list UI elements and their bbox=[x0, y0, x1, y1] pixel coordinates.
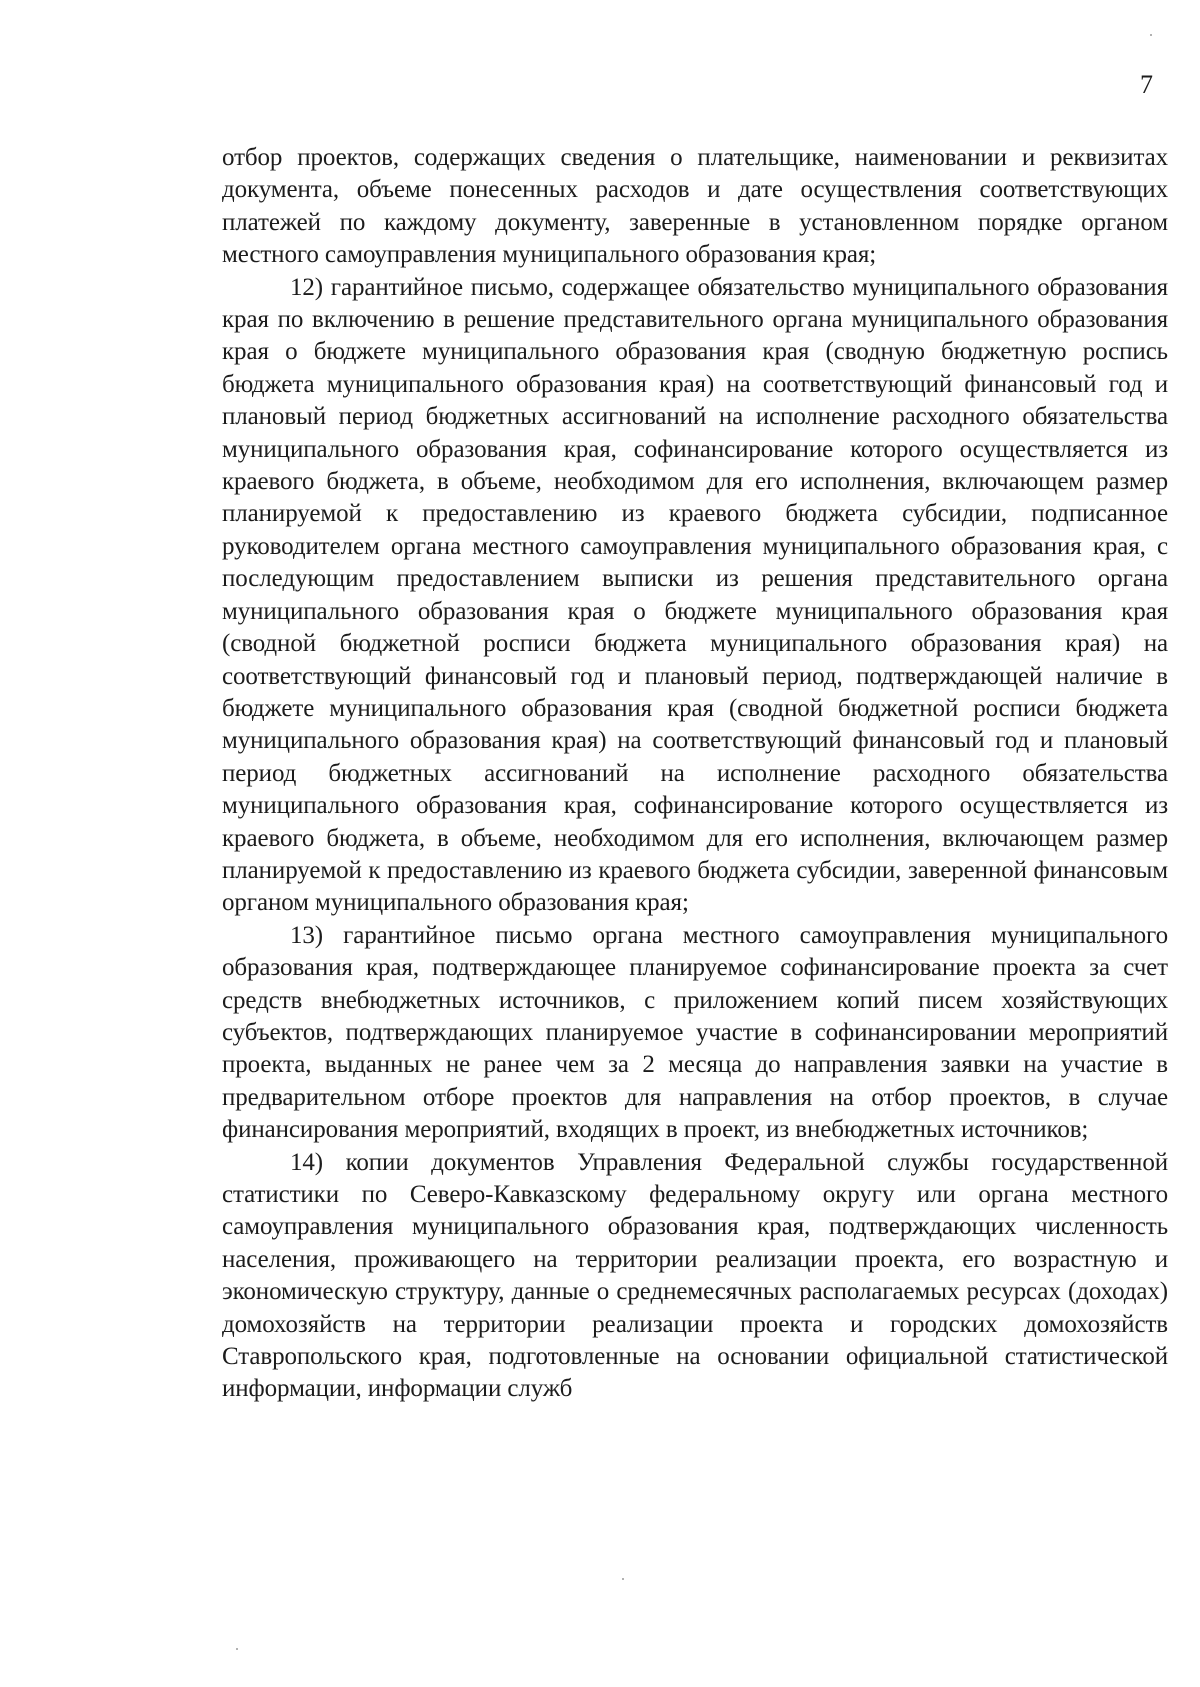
scan-speck bbox=[236, 1648, 238, 1650]
paragraph-item-12: 12) гарантийное письмо, содержащее обязательство муниципального образования края по включению в решение представительного органа муниципального образования края о бюджете муниципального образования края (сводную бюджетную роспись бюджета муниципального образования края) на соответствующий финансовый год и плановый период бюджетных ассигнований на исполнение расходного обязательства муниципального образования края, софинансирование которого осуществляется из краевого бюджета, в объеме, необходимом для его исполнения, включающем размер планируемой к предоставлению из краевого бюджета субсидии, подписанное руководителем органа местного самоуправления муниципального образования края, с последующим предоставлением выписки из решения представительного органа муниципального образования края о бюджете муниципального образования края (сводной бюджетной росписи бюджета муниципального образования края) на соответствующий финансовый год и плановый период, подтверждающей наличие в бюджете муниципального образования края (сводной бюджетной росписи бюджета муниципального образования края) на соответствующий финансовый год и плановый период бюджетных ассигнований на исполнение расходного обязательства муниципального образования края, софинансирование которого осуществляется из краевого бюджета, в объеме, необходимом для его исполнения, включающем размер планируемой к предоставлению из краевого бюджета субсидии, заверенной финансовым органом муниципального образования края; bbox=[222, 273, 1168, 917]
scan-speck bbox=[1150, 34, 1152, 36]
page-number: 7 bbox=[1140, 70, 1153, 99]
document-body bbox=[222, 142, 1168, 1406]
paragraph-item-11-continuation: отбор проектов, содержащих сведения о плательщике, наименовании и реквизитах документа, объеме понесенных расходов и дате осуществления соответствующих платежей по каждому документу, заверенные в установленном порядке органом местного самоуправления муниципального образования края; bbox=[222, 144, 1168, 269]
paragraph-item-14: 14) копии документов Управления Федеральной службы государственной статистики по Северо-Кавказскому федеральному округу или органа местного самоуправления муниципального образования края, подтверждающих численность населения, проживающего на территории реализации проекта, его возрастную и экономическую структуру, данные о среднемесячных располагаемых ресурсах (доходах) домохозяйств на территории реализации проекта и городских домохозяйств Ставропольского края, подготовленные на основании официальной статистической информации, информации служб bbox=[222, 1148, 1168, 1403]
scan-speck bbox=[622, 1578, 624, 1580]
paragraph-item-13: 13) гарантийное письмо органа местного самоуправления муниципального образования края, подтверждающее планируемое софинансирование проекта за счет средств внебюджетных источников, с приложением копий писем хозяйствующих субъектов, подтверждающих планируемое участие в софинансировании мероприятий проекта, выданных не ранее чем за 2 месяца до направления заявки на участие в предварительном отборе проектов для направления на отбор проектов, в случае финансирования мероприятий, входящих в проект, из внебюджетных источников; bbox=[222, 921, 1168, 1144]
